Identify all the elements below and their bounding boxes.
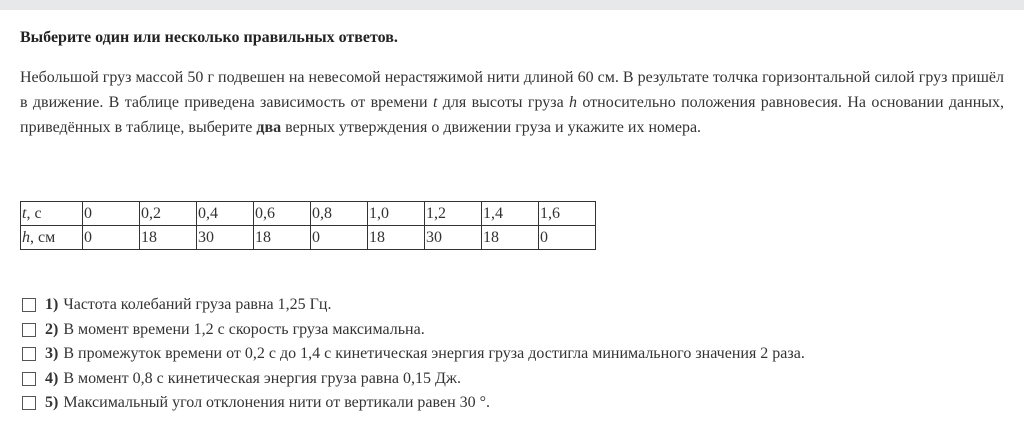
row-var-h: h <box>22 228 30 246</box>
table-cell: 1,2 <box>425 202 482 226</box>
answer-option-1[interactable] <box>22 293 805 318</box>
table-cell: 18 <box>368 226 425 250</box>
task-heading: Выберите один или несколько правильных ответов. <box>20 29 398 46</box>
table-cell: 30 <box>425 226 482 250</box>
answer-checkbox-4[interactable] <box>22 372 36 386</box>
answer-checkbox-1[interactable] <box>22 298 36 312</box>
table-row-h <box>21 226 596 250</box>
top-bar <box>0 0 1024 10</box>
table-cell: 0 <box>83 226 140 250</box>
table-cell: 1,0 <box>368 202 425 226</box>
data-table <box>20 201 596 250</box>
table-cell: 18 <box>140 226 197 250</box>
option-number: 5) <box>45 394 59 412</box>
table-cell: 18 <box>482 226 539 250</box>
table-cell: 0 <box>311 226 368 250</box>
row-unit-t: , с <box>26 204 42 222</box>
statement-text-1: Небольшой груз массой 50 г подвешен на невесомой нерастяжимой нити длиной 60 см. В результате толчка горизонтальной силой груз пришёл в движение. В таблице приведена зависимость от времени <box>20 69 1004 111</box>
option-number: 1) <box>45 296 59 314</box>
table-cell: 0 <box>539 226 596 250</box>
table-cell: 1,6 <box>539 202 596 226</box>
table-cell: 1,4 <box>482 202 539 226</box>
answer-option-3[interactable] <box>22 342 805 367</box>
option-number: 4) <box>45 369 59 387</box>
row-var-t: t <box>22 204 27 222</box>
answer-checkbox-3[interactable] <box>22 347 36 361</box>
statement-text-3: относительно положения равновесия. На основании данных, приведённых в таблице, выберите <box>20 94 1005 136</box>
task-statement <box>20 65 1004 140</box>
row-header-t <box>21 202 83 226</box>
statement-text-4: верных утверждения о движении груза и укажите их номера. <box>281 119 702 136</box>
option-text: Частота колебаний груза равна 1,25 Гц. <box>63 296 332 314</box>
table-row-t <box>21 202 596 226</box>
table-cell: 18 <box>254 226 311 250</box>
table-cell: 0 <box>83 202 140 226</box>
statement-emphasis: два <box>256 119 282 136</box>
variable-t: t <box>432 94 438 111</box>
table-cell: 0,2 <box>140 202 197 226</box>
table-cell: 0,4 <box>197 202 254 226</box>
answer-option-2[interactable] <box>22 318 805 343</box>
answer-checkbox-2[interactable] <box>22 323 36 337</box>
option-text: В момент времени 1,2 с скорость груза максимальна. <box>63 320 425 338</box>
row-unit-h: , см <box>30 228 56 246</box>
answer-options <box>22 293 805 416</box>
answer-option-4[interactable] <box>22 367 805 392</box>
option-text: В момент 0,8 с кинетическая энергия груза равна 0,15 Дж. <box>63 369 461 387</box>
answer-checkbox-5[interactable] <box>22 396 36 410</box>
option-text: В промежуток времени от 0,2 с до 1,4 с кинетическая энергия груза достигла минимального значения 2 раза. <box>63 345 805 363</box>
option-text: Максимальный угол отклонения нити от вертикали равен 30 °. <box>63 394 491 412</box>
option-number: 2) <box>45 320 59 338</box>
variable-h: h <box>569 94 578 111</box>
option-number: 3) <box>45 345 59 363</box>
table-cell: 0,8 <box>311 202 368 226</box>
table-cell: 30 <box>197 226 254 250</box>
row-header-h <box>21 226 83 250</box>
statement-text-2: для высоты груза <box>437 94 570 111</box>
answer-option-5[interactable] <box>22 391 805 416</box>
table-cell: 0,6 <box>254 202 311 226</box>
